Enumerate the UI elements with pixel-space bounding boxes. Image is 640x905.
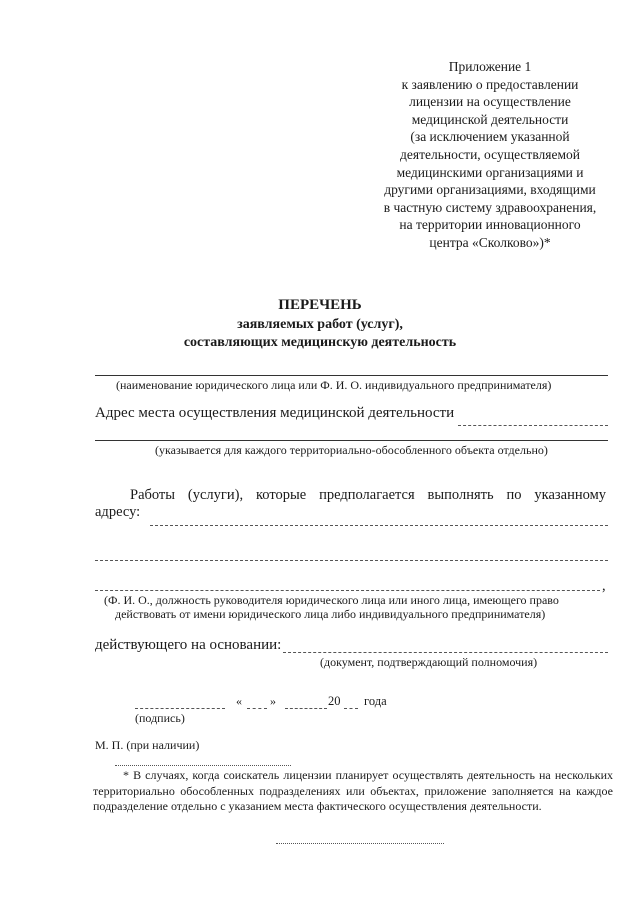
appendix-line: центра «Сколково»)* <box>429 234 551 250</box>
appendix-line: в частную систему здравоохранения, <box>383 199 597 215</box>
signature-line[interactable] <box>135 708 225 709</box>
date-quote-open: « <box>236 694 242 708</box>
date-year-field[interactable] <box>344 708 358 709</box>
works-text-2: адресу: <box>95 504 141 520</box>
appendix-line: лицензии на осуществление <box>409 94 571 110</box>
footnote-text: * В случаях, когда соискатель лицензии планирует осуществлять деятельность на нескольких территориально обособленных подразделениях или объектах, приложение заполняется на каждое подразделение отдельно с указанием места фактического осуществления деятельности. <box>93 768 613 813</box>
address-line-2[interactable] <box>95 440 608 441</box>
basis-field[interactable] <box>283 652 608 653</box>
head-caption-2: действовать от имени юридического лица либо индивидуального предпринимателя) <box>115 607 546 621</box>
works-line-1[interactable] <box>150 525 608 526</box>
head-caption-1: (Ф. И. О., должность руководителя юридического лица или иного лица, имеющего право <box>104 593 559 607</box>
date-year-prefix: 20 <box>328 694 341 708</box>
trailing-comma: , <box>602 578 606 594</box>
bottom-separator <box>276 843 444 844</box>
basis-label: действующего на основании: <box>95 637 282 653</box>
date-quote-close: » <box>270 694 276 708</box>
stamp-label: М. П. (при наличии) <box>95 738 200 752</box>
appendix-block <box>372 58 608 252</box>
entity-caption: (наименование юридического лица или Ф. И. О. индивидуального предпринимателя) <box>116 378 552 392</box>
appendix-line: деятельности, осуществляемой <box>400 146 580 162</box>
date-year-suffix: года <box>364 694 387 708</box>
appendix-line: медицинской деятельности <box>411 111 569 127</box>
appendix-line: другими организациями, входящими <box>384 182 596 198</box>
date-day-field[interactable] <box>247 708 267 709</box>
basis-caption: (документ, подтверждающий полномочия) <box>320 655 538 669</box>
appendix-line: Приложение 1 <box>448 59 532 74</box>
signature-caption: (подпись) <box>135 711 185 725</box>
appendix-line: на территории инновационного <box>399 217 581 233</box>
appendix-line: (за исключением указанной <box>410 129 570 145</box>
footnote-separator <box>115 765 291 766</box>
works-line-2[interactable] <box>95 560 608 561</box>
document-subtitle: заявляемых работ (услуг), <box>237 317 403 332</box>
head-name-line[interactable] <box>95 590 600 591</box>
document-subtitle-2: составляющих медицинскую деятельность <box>183 335 457 350</box>
appendix-line: медицинскими организациями и <box>396 164 584 180</box>
date-month-field[interactable] <box>285 708 327 709</box>
address-field[interactable] <box>458 425 608 426</box>
address-label: Адрес места осуществления медицинской деятельности <box>95 405 455 421</box>
appendix-line: к заявлению о предоставлении <box>401 76 579 92</box>
address-caption: (указывается для каждого территориально-обособленного объекта отдельно) <box>155 443 548 457</box>
entity-name-line[interactable] <box>95 375 608 376</box>
works-text: Работы (услуги), которые предполагается выполнять по указанному <box>130 487 606 503</box>
document-title: ПЕРЕЧЕНЬ <box>278 297 362 313</box>
